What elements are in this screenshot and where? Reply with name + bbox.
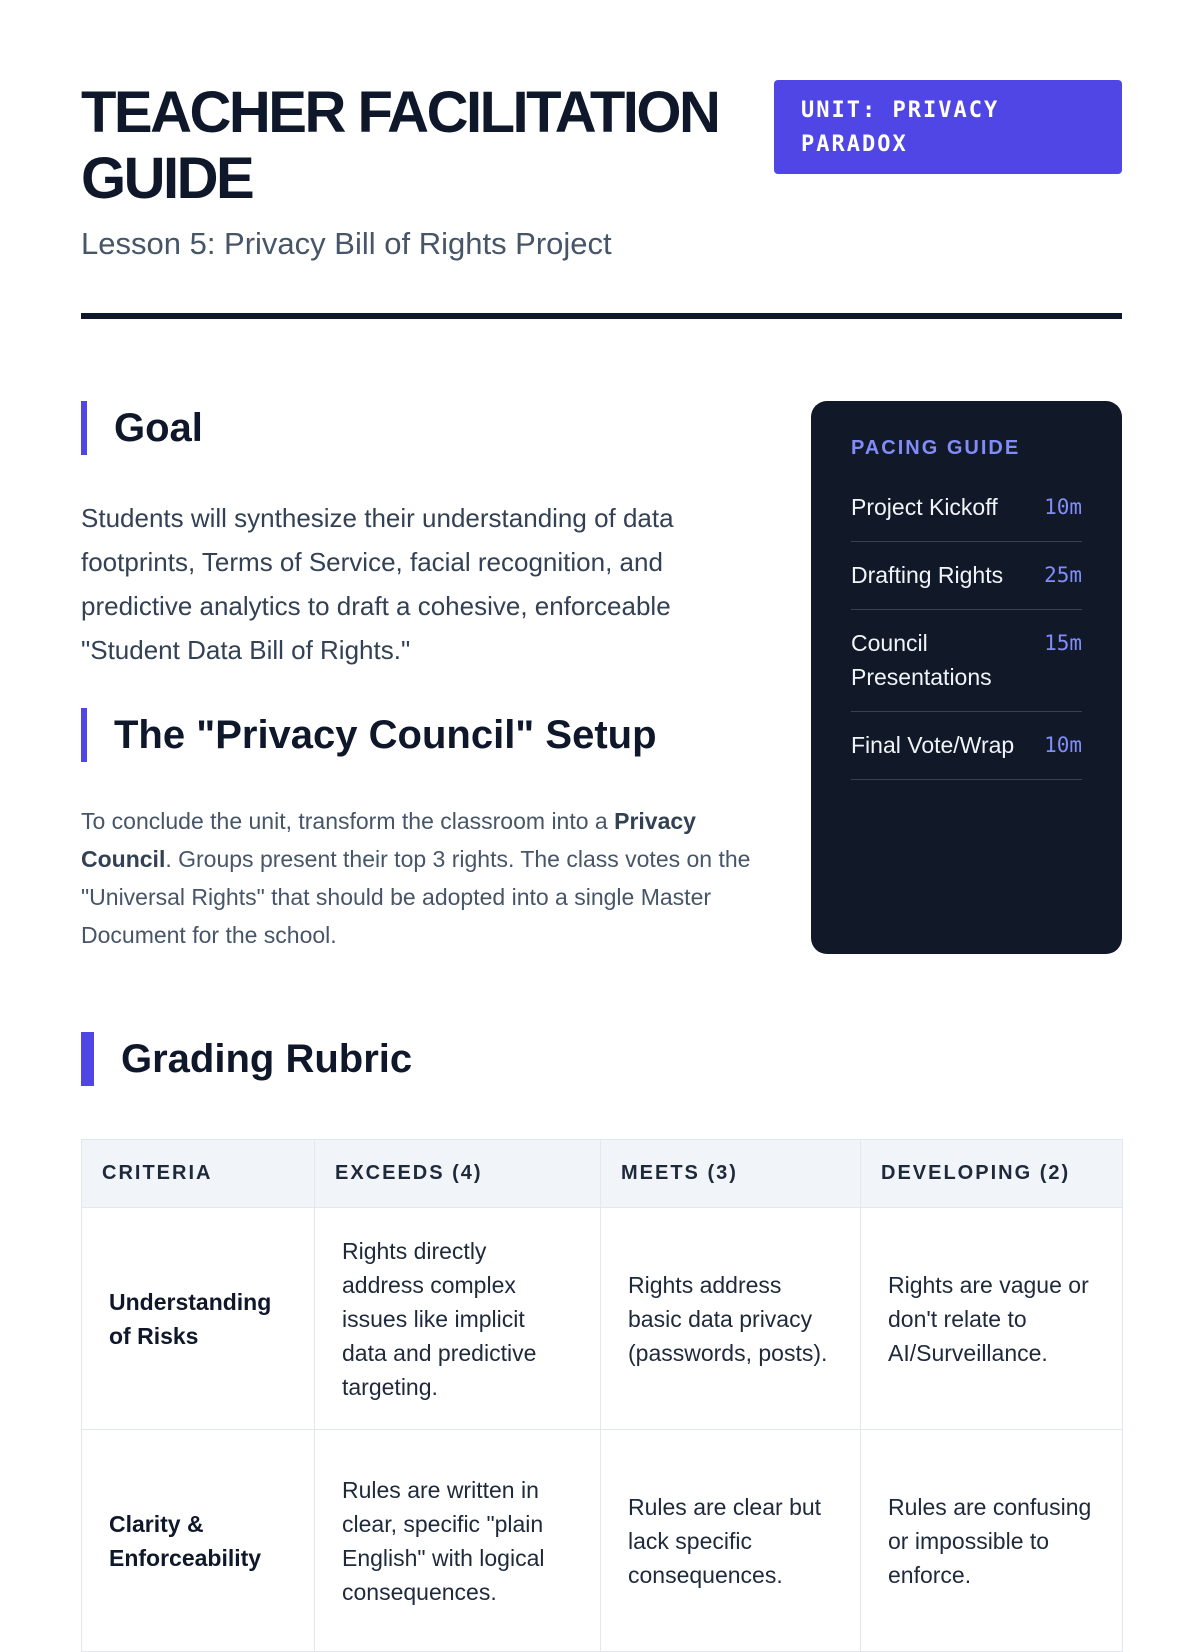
pacing-item-label: Drafting Rights: [851, 562, 1004, 588]
column-header-developing: DEVELOPING (2): [861, 1140, 1123, 1208]
pacing-item-label: Council Presentations: [851, 630, 992, 690]
council-text-rest: . Groups present their top 3 rights. The class votes on the "Universal Rights" that should be adopted into a single Master Document for the school.: [81, 846, 751, 948]
pacing-guide-card: [811, 401, 1122, 954]
pacing-item-final-vote: [851, 712, 1082, 780]
page-title: TEACHER FACILITATION GUIDE: [81, 80, 719, 211]
column-header-exceeds: EXCEEDS (4): [315, 1140, 601, 1208]
developing-cell: Rules are confusing or impossible to enforce.: [861, 1430, 1123, 1652]
pacing-item-time: 10m: [1044, 733, 1082, 757]
pacing-item-time: 25m: [1044, 563, 1082, 587]
table-header-row: [82, 1140, 1123, 1208]
pacing-item-presentations: [851, 610, 1082, 712]
developing-cell: Rights are vague or don't relate to AI/Surveillance.: [861, 1208, 1123, 1430]
pacing-item-label: Final Vote/Wrap: [851, 732, 1015, 758]
pacing-guide-title: PACING GUIDE: [851, 437, 1021, 459]
meets-cell: Rules are clear but lack specific consequences.: [601, 1430, 861, 1652]
criteria-cell: Clarity & Enforceability: [82, 1430, 315, 1652]
exceeds-cell: Rights directly address complex issues like implicit data and predictive targeting.: [315, 1208, 601, 1430]
pacing-item-time: 15m: [1044, 631, 1082, 655]
column-header-criteria: CRITERIA: [82, 1140, 315, 1208]
unit-badge: UNIT: PRIVACY PARADOX: [774, 80, 1122, 174]
page-header: [81, 80, 1122, 264]
council-term: Privacy Council: [81, 808, 696, 872]
pacing-item-drafting: [851, 542, 1082, 610]
goal-text: Students will synthesize their understanding of data footprints, Terms of Service, facial recognition, and predictive analytics to draft a cohesive, enforceable "Student Data Bill of Rights.": [81, 503, 674, 665]
goal-heading: Goal: [81, 401, 203, 455]
council-heading: The "Privacy Council" Setup: [81, 708, 657, 762]
rubric-heading: Grading Rubric: [81, 1032, 412, 1086]
table-row: [82, 1430, 1123, 1652]
table-row: [82, 1208, 1123, 1430]
column-header-meets: MEETS (3): [601, 1140, 861, 1208]
header-divider: [81, 313, 1122, 319]
lesson-subtitle: Lesson 5: Privacy Bill of Rights Project: [81, 226, 612, 261]
pacing-item-kickoff: [851, 474, 1082, 542]
exceeds-cell: Rules are written in clear, specific "plain English" with logical consequences.: [315, 1430, 601, 1652]
council-text-intro: To conclude the unit, transform the classroom into a: [81, 808, 615, 834]
council-text: [81, 802, 761, 954]
pacing-item-label: Project Kickoff: [851, 494, 998, 520]
pacing-item-time: 10m: [1044, 495, 1082, 519]
criteria-cell: Understanding of Risks: [82, 1208, 315, 1430]
grading-rubric-table: [81, 1139, 1123, 1652]
meets-cell: Rights address basic data privacy (passwords, posts).: [601, 1208, 861, 1430]
